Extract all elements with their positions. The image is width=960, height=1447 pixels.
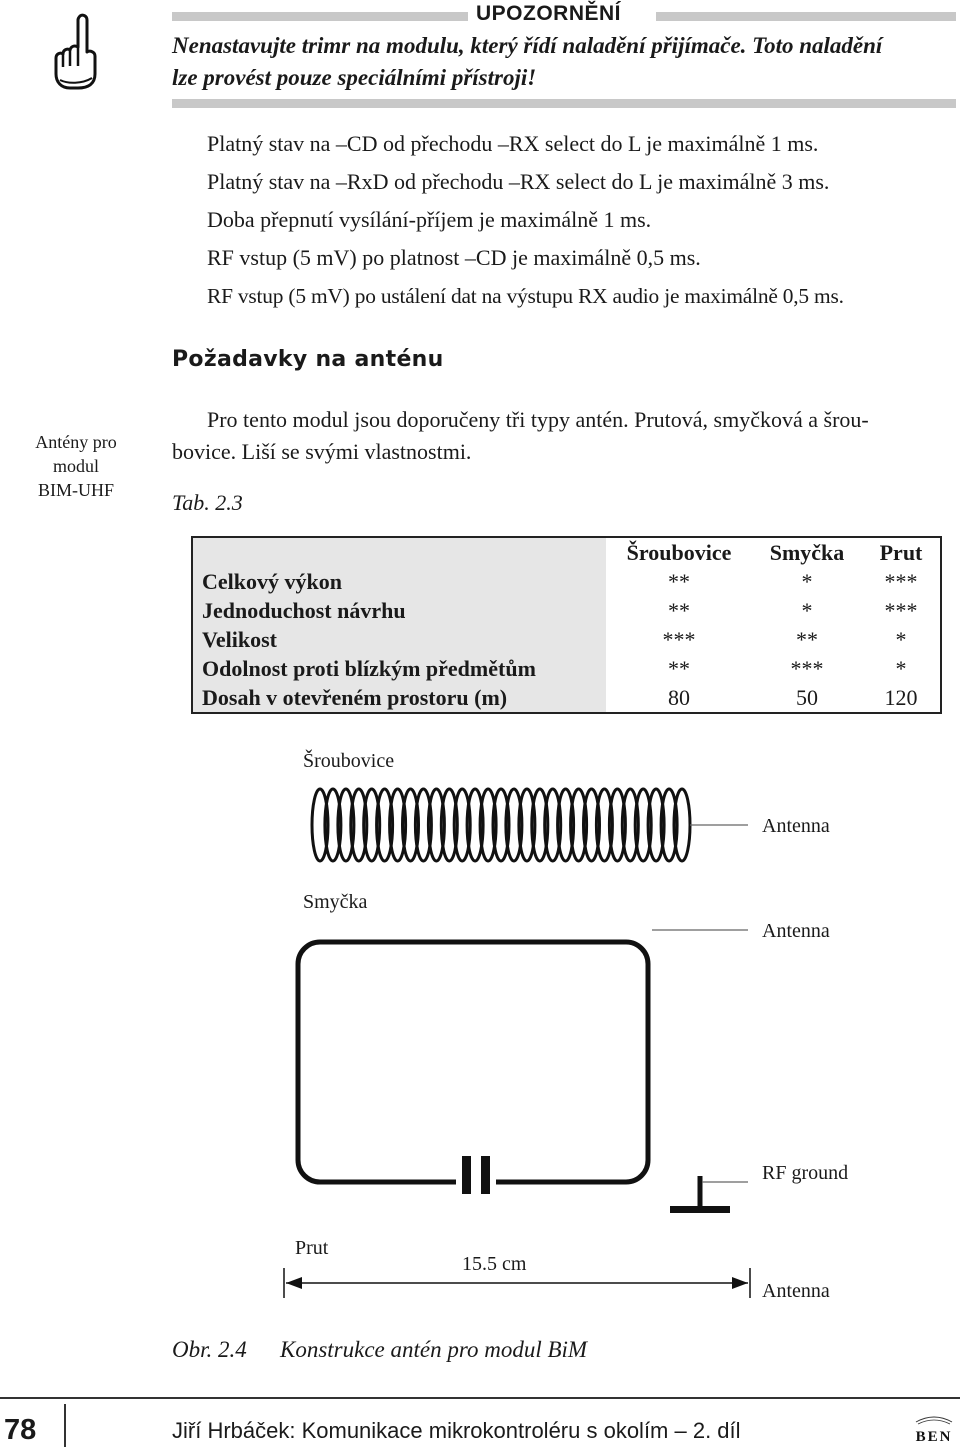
table-row (192, 625, 941, 654)
loop-label: Smyčka (303, 891, 368, 913)
table-row (192, 567, 941, 596)
table-cell: 120 (884, 685, 918, 710)
whip-antenna-label: Antenna (762, 1280, 830, 1302)
figure-number: Obr. 2.4 (172, 1337, 247, 1362)
table-cell: 50 (796, 685, 818, 710)
row-label: Jednoduchost návrhu (192, 596, 606, 625)
row-label: Celkový výkon (192, 567, 606, 596)
figure-title: Konstrukce antén pro modul BiM (280, 1337, 588, 1362)
warning-bar-left (172, 12, 468, 21)
capacitor-plate-left (462, 1156, 471, 1194)
helix-label: Šroubovice (303, 750, 395, 772)
table-cell: * (895, 656, 907, 681)
table-cell: *** (790, 656, 824, 681)
row-label: Velikost (192, 625, 606, 654)
spec-line: RF vstup (5 mV) po platnost –CD je maximálně 0,5 ms. (207, 245, 701, 270)
arrow-right-icon (732, 1277, 748, 1289)
whip-label: Prut (295, 1237, 329, 1259)
margin-note-line: BIM-UHF (37, 480, 114, 500)
table-label: Tab. 2.3 (172, 490, 243, 515)
table-cell: * (801, 598, 813, 623)
warning-line-1: Nenastavujte trimr na modulu, který řídí naladění přijímače. Toto naladění (172, 33, 883, 58)
pointing-hand-icon (50, 12, 102, 90)
paragraph-line-1: Pro tento modul jsou doporučeny tři typy antén. Prutová, smyčková a šrou- (207, 407, 869, 432)
spec-line: Doba přepnutí vysílání-příjem je maximálně 1 ms. (207, 207, 652, 232)
rf-ground-label: RF ground (762, 1162, 849, 1184)
spec-line: RF vstup (5 mV) po ustálení dat na výstupu RX audio je maximálně 0,5 ms. (207, 284, 844, 308)
footer-rule (0, 1397, 960, 1399)
table-cell: *** (884, 598, 918, 623)
warning-text (172, 30, 952, 94)
table-cell: ** (668, 598, 690, 623)
loop-conductor (298, 942, 648, 1182)
row-label: Odolnost proti blízkým předmětům (192, 654, 606, 683)
table-cell: *** (884, 569, 918, 594)
loop-antenna-label: Antenna (762, 920, 830, 942)
table-cell: * (801, 569, 813, 594)
footer-separator (64, 1404, 66, 1447)
row-label: Dosah v otevřeném prostoru (m) (192, 683, 606, 713)
helix-antenna-drawing (290, 780, 750, 890)
helix-antenna-label: Antenna (762, 815, 830, 837)
figure-caption (172, 1337, 587, 1363)
warning-bar-bottom (172, 99, 956, 108)
antenna-comparison-table (191, 536, 942, 714)
warning-line-2: lze provést pouze speciálními přístroji! (172, 65, 537, 90)
table-cell: ** (796, 627, 818, 652)
column-header-loop: Smyčka (769, 540, 845, 565)
whip-length-label: 15.5 cm (462, 1253, 527, 1275)
table-cell: 80 (668, 685, 690, 710)
table-corner-cell (192, 537, 606, 567)
logo-text: BEN (915, 1429, 953, 1444)
margin-note-line: Antény pro (35, 432, 117, 452)
spec-line: Platný stav na –CD od přechodu –RX select do L je maximálně 1 ms. (207, 131, 819, 156)
section-heading: Požadavky na anténu (172, 347, 444, 372)
table-header-row (192, 537, 941, 567)
ground-bar (670, 1206, 730, 1213)
capacitor-plate-right (481, 1156, 490, 1194)
table-row (192, 683, 941, 713)
arrow-left-icon (286, 1277, 302, 1289)
table-cell: *** (662, 627, 696, 652)
table-cell: ** (668, 656, 690, 681)
margin-note (20, 430, 132, 502)
warning-title: UPOZORNĚNÍ (476, 2, 622, 25)
column-header-whip: Prut (879, 540, 923, 565)
spec-line: Platný stav na –RxD od přechodu –RX select do L je maximálně 3 ms. (207, 169, 830, 194)
table-cell: * (895, 627, 907, 652)
table-row (192, 654, 941, 683)
section-paragraph (172, 404, 952, 468)
publisher-logo-icon (912, 1412, 956, 1444)
warning-bar-right (656, 12, 956, 21)
paragraph-line-2: bovice. Liší se svými vlastnostmi. (172, 439, 472, 464)
table-cell: ** (668, 569, 690, 594)
whip-antenna-drawing (276, 1266, 756, 1300)
running-footer: Jiří Hrbáček: Komunikace mikrokontroléru s okolím – 2. díl (172, 1418, 741, 1443)
loop-antenna-drawing (280, 920, 750, 1220)
table-row (192, 596, 941, 625)
column-header-helix: Šroubovice (626, 540, 732, 565)
margin-note-line: modul (52, 456, 99, 476)
page-number: 78 (4, 1414, 37, 1446)
